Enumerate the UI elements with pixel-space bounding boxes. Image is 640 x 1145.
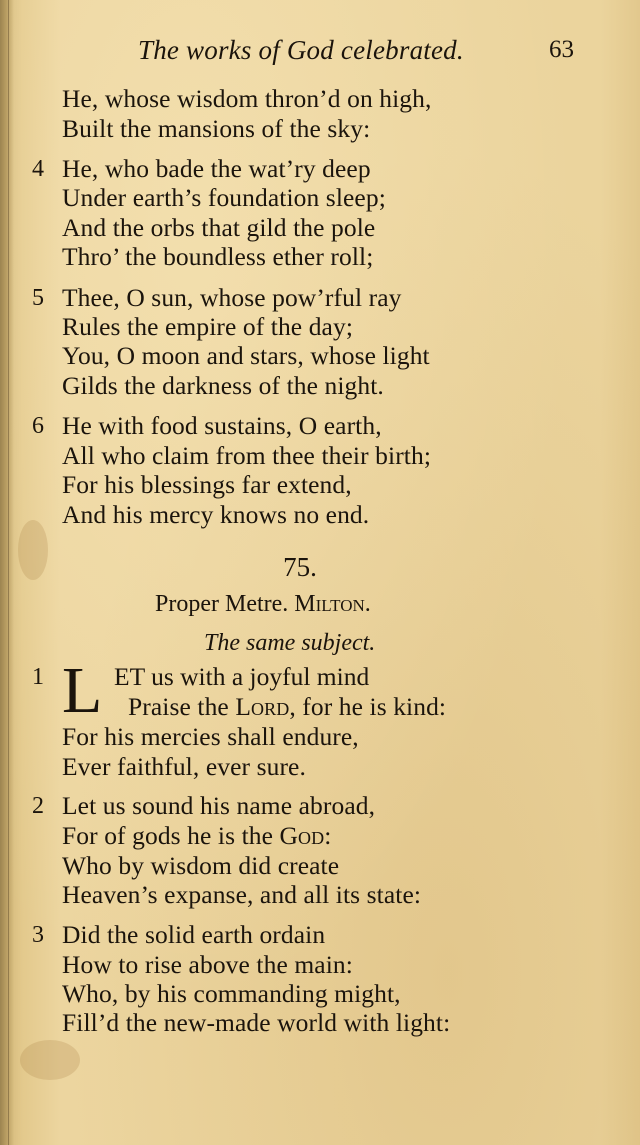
stanza-number: 6 <box>32 413 44 439</box>
foxing-stain <box>20 1040 80 1080</box>
verse-line <box>62 821 331 851</box>
verse-line: Rules the empire of the day; <box>62 312 354 341</box>
verse-line: Who, by his commanding might, <box>62 979 401 1008</box>
verse-line: Built the mansions of the sky: <box>62 114 371 143</box>
lord-smallcaps: Lord <box>235 692 290 721</box>
page-number: 63 <box>549 36 574 63</box>
stanza-number: 1 <box>32 664 44 690</box>
hymn-metre-author <box>155 589 371 619</box>
verse-line <box>128 692 446 722</box>
verse-line: ET us with a joyful mind <box>114 662 370 691</box>
verse-line: All who claim from thee their birth; <box>62 441 432 470</box>
verse-line: Fill’d the new-made world with light: <box>62 1008 451 1037</box>
verse-text: For of gods he is the <box>62 821 280 850</box>
verse-line: Let us sound his name abroad, <box>62 791 376 820</box>
verse-line: For his blessings far extend, <box>62 470 352 499</box>
drop-cap: L <box>62 654 103 727</box>
verse-line: You, O moon and stars, whose light <box>62 341 430 370</box>
verse-line: Thro’ the boundless ether roll; <box>62 242 374 271</box>
hymn-metre: Proper Metre. <box>155 591 289 617</box>
verse-line: Thee, O sun, whose pow’rful ray <box>62 283 402 312</box>
stanza-number: 2 <box>32 793 44 819</box>
verse-line: Heaven’s expanse, and all its state: <box>62 880 422 909</box>
god-smallcaps: God <box>279 821 325 850</box>
verse-line: He with food sustains, O earth, <box>62 411 382 440</box>
verse-line: And the orbs that gild the pole <box>62 213 376 242</box>
verse-text: Praise the <box>128 692 236 721</box>
hymn-number: 75. <box>283 552 317 582</box>
running-head <box>0 34 640 68</box>
verse-line: How to rise above the main: <box>62 950 353 979</box>
hymn-author: Milton. <box>294 591 371 617</box>
verse-line: He, whose wisdom thron’d on high, <box>62 84 432 113</box>
stanza-number: 5 <box>32 285 44 311</box>
verse-text: : <box>324 821 332 850</box>
verse-line: And his mercy knows no end. <box>62 500 370 529</box>
verse-line: Under earth’s foundation sleep; <box>62 183 386 212</box>
running-title: The works of God celebrated. <box>138 35 464 65</box>
stanza-number: 3 <box>32 922 44 948</box>
hymn-subject: The same subject. <box>204 630 376 656</box>
verse-line: He, who bade the wat’ry deep <box>62 154 371 183</box>
verse-text: , for he is kind: <box>289 692 447 721</box>
verse-line: Who by wisdom did create <box>62 851 340 880</box>
verse-line: For his mercies shall endure, <box>62 722 359 751</box>
verse-line: Did the solid earth ordain <box>62 920 326 949</box>
stanza-number: 4 <box>32 156 44 182</box>
verse-line: Ever faithful, ever sure. <box>62 752 306 781</box>
verse-line: Gilds the darkness of the night. <box>62 371 384 400</box>
